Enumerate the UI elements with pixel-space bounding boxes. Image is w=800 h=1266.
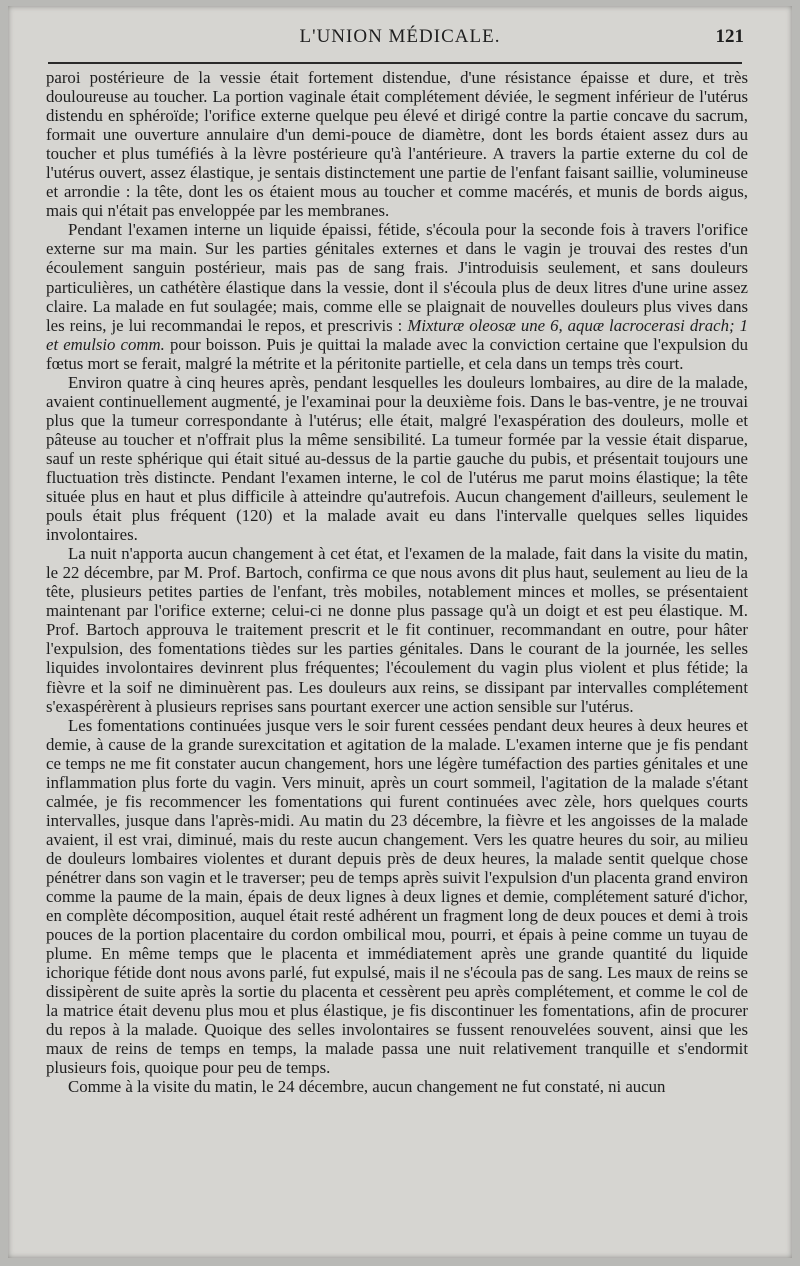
paragraph-3: Environ quatre à cinq heures après, pendant lesquelles les douleurs lombaires, au dire de la malade, avaient continuellement augmenté, je l'examinai pour la deuxième fois. Dans le bas-ventre, je ne trouvai plus que la tumeur correspondante à l'utérus; elle était, malgré l'exaspération des douleurs, molle et pâteuse au toucher et n'offrait plus la même sensibilité. La tumeur formée par la vessie était disparue, sauf un reste sphérique qui était situé au-dessus de la partie gauche du pubis, et présentait toujours une fluctuation très distincte. Pendant l'examen interne, le col de l'utérus me parut moins élastique; la tête située plus en haut et plus difficile à atteindre qu'autrefois. Aucun changement d'ailleurs, seulement le pouls était plus fréquent (120) et la malade avait eu dans l'intervalle quelques selles liquides involontaires. [46, 372, 748, 545]
prescription: Mixturæ oleosæ une 6, aquæ lacrocerasi drach; 1 et emulsio comm. [46, 315, 748, 354]
paragraph-5: Les fomentations continuées jusque vers le soir furent cessées pendant deux heures à deux heures et demie, à cause de la grande surexcitation et agitation de la malade. L'examen interne que je fis pendant ce temps ne me fit constater aucun changement, hors une légère tuméfaction des parties génitales et une inflammation plus forte du vagin. Vers minuit, après un court sommeil, l'agitation de la malade s'étant calmée, je fis recommencer les fomentations qui furent continuées avec zèle, hors quelques courts intervalles, jusque dans l'après-midi. Au matin du 23 décembre, la fièvre et les angoisses de la malade avaient, il est vrai, diminué, mais du reste aucun changement. Vers les quatre heures du soir, au milieu de douleurs lombaires violentes et durant depuis près de deux heures, la malade sentit quelque chose pénétrer dans son vagin et le traverser; peu de temps après suivit l'expulsion d'un placenta grand environ comme la paume de la main, épais de deux lignes à deux lignes et demie, complétement saturé d'ichor, en complète décomposition, auquel était resté adhérent un fragment long de deux pouces et demi à trois pouces de la portion placentaire du cordon ombilical mou, pourri, et épais à peine comme un tuyau de plume. En même temps que le placenta et immédiatement après une grande quantité du liquide ichorique fétide dont nous avons parlé, fut expulsé, mais il ne s'écoula pas de sang. Les maux de reins se dissipèrent de suite après la sortie du placenta et cessèrent peu après complétement, et comme le col de la matrice était devenu plus mou et plus élastique, je fis discontinuer les fomentations, afin de procurer du repos à la malade. Quoique des selles involontaires se fussent renouvelées souvent, ainsi que les maux de reins de temps en temps, la malade passa une nuit relativement tranquille et s'endormit plusieurs fois, quoique pour peu de temps. [46, 715, 748, 1078]
journal-page [8, 6, 792, 1258]
running-header [48, 22, 752, 52]
paragraph-1: paroi postérieure de la vessie était fortement distendue, d'une résistance épaisse et dure, et très douloureuse au toucher. La portion vaginale était complétement déviée, le segment inférieur de l'utérus distendu en sphéroïde; l'orifice externe quelque peu élevé et dirigé contre la partie concave du sacrum, formait une ouverture annulaire d'un demi-pouce de diamètre, dont les bords étaient assez durs au toucher et plus tuméfiés à la lèvre postérieure qu'à l'antérieure. A travers la partie externe du col de l'utérus ouvert, assez élastique, je sentais distinctement une partie de l'enfant faisant saillie, volumineuse et arrondie : la tête, dont les os étaient mous au toucher et comme macérés, et munis de bords aigus, mais qui n'était pas enveloppée par les membranes. [46, 68, 748, 221]
paragraph-2 [46, 220, 748, 372]
paragraph-4: La nuit n'apporta aucun changement à cet état, et l'examen de la malade, fait dans la visite du matin, le 22 décembre, par M. Prof. Bartoch, confirma ce que nous avons dit plus haut, seulement au lieu de la tête, plusieurs petites parties de l'enfant, très mobiles, notablement minces et molles, se présentaient maintenant par l'orifice externe; celui-ci ne donne plus passage qu'à un doigt et est peu élastique. M. Prof. Bartoch approuva le traitement prescrit et le fit continuer, recommandant en outre, pour hâter l'expulsion, des fomentations tièdes sur les parties génitales. Dans le courant de la journée, les selles liquides involontaires devinrent plus fréquentes; l'écoulement du vagin plus violent et plus fétide; la fièvre et la soif ne diminuèrent pas. Les douleurs aux reins, se dissipant par intervalles complétement s'exaspérèrent à plusieurs reprises sans pourtant exercer une action sensible sur l'utérus. [46, 544, 748, 716]
paragraph-6: Comme à la visite du matin, le 24 décembre, aucun changement ne fut constaté, ni aucun [68, 1077, 666, 1097]
journal-title: L'UNION MÉDICALE. [299, 26, 501, 47]
article-body [46, 68, 748, 1097]
header-rule [48, 62, 742, 64]
paragraph-2-text-b: pour boisson. Puis je quittai la malade avec la conviction certaine que l'expulsion du fœtus mort se ferait, malgré la métrite et la péritonite partielle, et cela dans un temps très court. [46, 334, 748, 373]
page-number: 121 [715, 26, 744, 47]
paragraph-2-text-a: Pendant l'examen interne un liquide épaissi, fétide, s'écoula pour la seconde fois à travers l'orifice externe sur ma main. Sur les parties génitales externes et dans le vagin je trouvai des restes d'un écoulement sanguin postérieur, mais pas de sang frais. J'introduisis seulement, et sans douleurs particulières, un cathétère élastique dans la vessie, dont il s'écoula plus de deux litres d'une urine assez claire. La malade en fut soulagée; mais, comme elle se plaignait de nouvelles douleurs plus vives dans les reins, je lui recommandai le repos, et prescrivis : [46, 220, 748, 335]
